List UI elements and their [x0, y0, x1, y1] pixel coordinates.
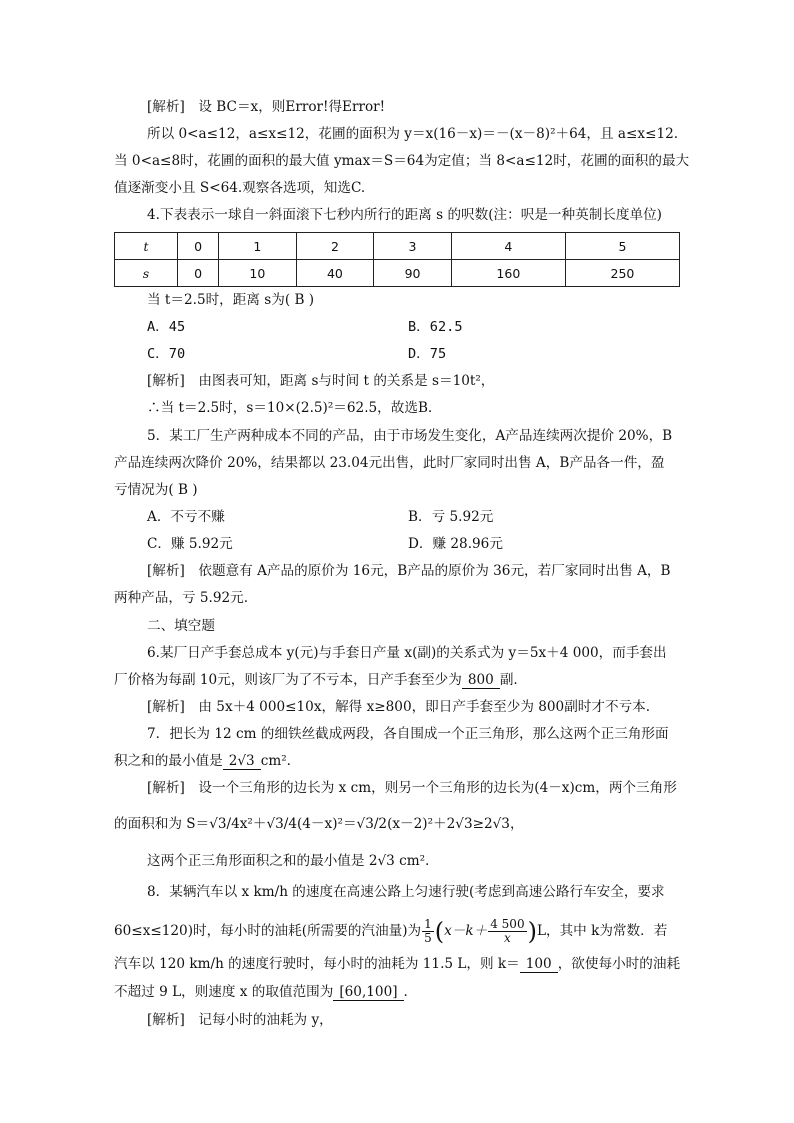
q4-option-c: C．70: [147, 346, 186, 362]
q8-outer-fraction: $\frac{1}{5}$: [424, 917, 432, 945]
q5-analysis-2: 两种产品，亏 5.92元.: [114, 590, 249, 606]
q7-analysis-1: [解析] 设一个三角形的边长为 x cm，则另一个三角形的边长为(4－x)cm，两个三角形: [147, 780, 677, 796]
question-8-stem-1: 8．某辆汽车以 x km/h 的速度在高速公路上匀速行驶(考虑到高速公路行车安全，要求: [147, 884, 665, 900]
table-cell: 4: [451, 233, 565, 260]
q4-analysis-1: [解析] 由图表可知，距离 s与时间 t 的关系是 s＝10t²，: [147, 373, 495, 389]
q8-analysis: [解析] 记每小时的油耗为 y，: [147, 1012, 333, 1028]
analysis-line-4: 值逐渐变小且 S<64.观察各选项，知选C.: [114, 180, 366, 196]
question-7-stem-2: [114, 751, 291, 771]
q6-text: 厂价格为每副 10元，则该厂为了不亏本，日产手套至少为: [114, 672, 462, 688]
table-cell: t: [115, 233, 178, 260]
question-4-ask: 当 t＝2.5时，距离 s为( B ): [147, 292, 315, 308]
q7-answer: 2√3: [223, 753, 261, 770]
table-cell: 40: [296, 260, 374, 287]
q5-option-b: B．亏 5.92元: [408, 509, 494, 525]
q7-text: 积之和的最小值是: [114, 753, 223, 769]
distance-table: [114, 232, 680, 287]
question-6-stem-2: [114, 670, 518, 690]
q8-inner-fraction: $\frac{4 500}{x}$: [490, 917, 525, 945]
table-row-s: [115, 260, 680, 287]
question-5-stem-2: 产品连续两次降价 20%，结果都以 23.04元出售，此时厂家同时出售 A，B产品各一件，盈: [114, 455, 665, 471]
q6-unit: 副.: [499, 672, 518, 688]
q5-option-c: C．赚 5.92元: [147, 536, 233, 552]
q8-text-b: L，其中 k为常数．若: [536, 923, 668, 939]
q8-text-e: 不超过 9 L，则速度 x 的取值范围为: [114, 984, 334, 1000]
q4-option-d: D．75: [408, 346, 447, 362]
q4-analysis-2: ∴当 t＝2.5时，s＝10×(2.5)²＝62.5，故选B.: [147, 400, 433, 416]
table-cell: 2: [296, 233, 374, 260]
q6-answer: 800: [462, 672, 500, 689]
table-row-t: [115, 233, 680, 260]
q8-text-d: ，欲使每小时的油耗: [557, 956, 681, 972]
analysis-line-1: [解析] 设 BC＝x，则Error!得Error!: [147, 99, 386, 115]
table-cell: s: [115, 260, 178, 287]
q5-analysis-1: [解析] 依题意有 A产品的原价为 16元，B产品的原价为 36元，若厂家同时出售 A，B: [147, 563, 671, 579]
table-cell: 3: [374, 233, 452, 260]
table-cell: 5: [565, 233, 679, 260]
analysis-line-2: 所以 0<a≤12，a≤x≤12，花圃的面积为 y＝x(16－x)＝－(x－8)²＋64，且 a≤x≤12.: [147, 126, 679, 142]
q8-text-c: 汽车以 120 km/h 的速度行驶时，每小时的油耗为 11.5 L，则 k＝: [114, 956, 520, 972]
question-4-stem: 4.下表表示一球自一斜面滚下七秒内所行的距离 s 的呎数(注：呎是一种英制长度单位): [147, 207, 662, 223]
table-cell: 10: [219, 260, 297, 287]
question-6-stem-1: 6.某厂日产手套总成本 y(元)与手套日产量 x(副)的关系式为 y＝5x＋4 000，而手套出: [147, 645, 667, 661]
question-7-stem-1: 7．把长为 12 cm 的细铁丝截成两段，各自围成一个正三角形，那么这两个正三角形面: [147, 726, 669, 742]
q5-option-a: A．不亏不赚: [147, 509, 225, 525]
q6-analysis: [解析] 由 5x＋4 000≤10x，解得 x≥800，即日产手套至少为 800副时才不亏本.: [147, 699, 651, 715]
question-5-stem-3: 亏情况为( B ): [114, 482, 198, 498]
question-5-stem-1: 5．某工厂生产两种成本不同的产品，由于市场发生变化，A产品连续两次提价 20%，B: [147, 428, 673, 444]
q7-unit: cm².: [260, 753, 291, 769]
question-8-stem-2: 60≤x≤120)时，每小时的油耗(所需要的汽油量)为 $\frac{1}{5}$ (x－k＋ $\frac{4 500}{x}$ )L，其中 k为常数．若: [114, 917, 668, 946]
q8-answer-k: 100: [520, 956, 558, 973]
q8-expression: x－k＋: [444, 923, 488, 939]
q4-option-b: B．62.5: [408, 319, 463, 335]
q8-text-f: .: [403, 984, 408, 1000]
table-cell: 0: [178, 233, 219, 260]
table-cell: 160: [451, 260, 565, 287]
q5-option-d: D．赚 28.96元: [408, 536, 503, 552]
table-cell: 1: [219, 233, 297, 260]
q7-analysis-3: 这两个正三角形面积之和的最小值是 2√3 cm².: [147, 853, 430, 869]
question-8-stem-4: [114, 982, 408, 1002]
q8-text-a: 60≤x≤120)时，每小时的油耗(所需要的汽油量)为: [114, 923, 422, 939]
table-cell: 0: [178, 260, 219, 287]
question-8-stem-3: [114, 954, 680, 974]
table-cell: 90: [374, 260, 452, 287]
q7-analysis-2: 的面积和为 S＝√3/4x²＋√3/4(4－x)²＝√3/2(x－2)²＋2√3≥2√3，: [114, 816, 524, 832]
table-cell: 250: [565, 260, 679, 287]
analysis-line-3: 当 0<a≤8时，花圃的面积的最大值 ymax＝S＝64为定值；当 8<a≤12时，花圃的面积的最大: [114, 153, 690, 169]
section-heading-fill-in: 二、填空题: [147, 618, 215, 634]
q4-option-a: A．45: [147, 319, 186, 335]
q8-answer-range: [60,100]: [333, 984, 403, 1001]
